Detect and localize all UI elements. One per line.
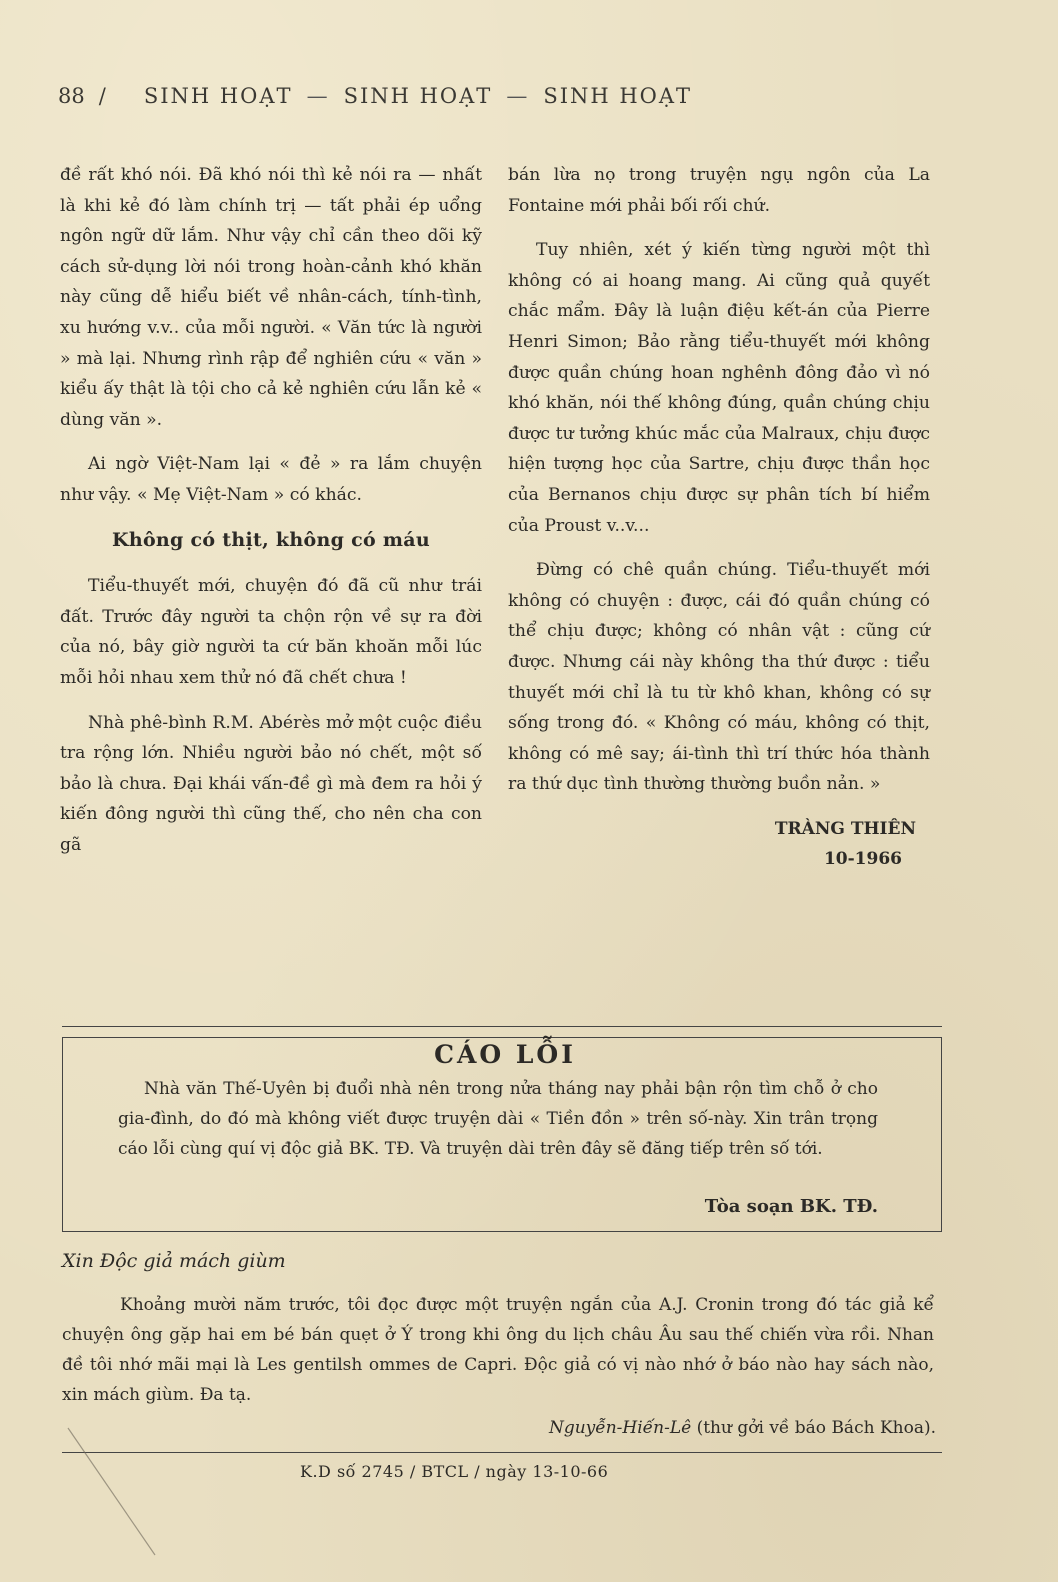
reader-notice-body [62,1290,934,1410]
reader-notice-signature [420,1418,936,1438]
author-name: TRÀNG THIÊN [774,818,916,839]
right-paragraph-3: Đừng có chê quần chúng. Tiểu-thuyết mới không có chuyện : được, cái đó quần chúng có thể chịu được; không có nhân vật : cũng cứ được. Nhưng cái này không tha thứ được : tiểu thuyết mới chỉ là tu từ khô khan, không có sự sống trong đó. « Không có máu, không có thịt, không có mê say; ái-tình thì trí thức hóa thành ra thứ dục tình thường thường buồn nản. » [508,560,930,795]
running-header [58,84,928,108]
left-paragraph-4: Nhà phê-bình R.M. Abérès mở một cuộc điều tra rộng lớn. Nhiều người bảo nó chết, một số bảo là chưa. Đại khái vấn-đề gì mà đem ra hỏi ý kiến đông người thì cũng thế, cho nên cha con gã [60,712,482,855]
running-title-3: SINH HOẠT [543,84,693,108]
divider-bottom [62,1452,942,1453]
right-column [508,160,930,874]
section-title: Không có thịt, không có máu [112,528,430,551]
reader-notice-title: Xin Độc giả mách giùm [62,1250,286,1272]
paper-scratch-mark [60,1420,170,1560]
header-slash: / [98,84,108,108]
page-number: 88 [58,84,85,108]
reader-notice-author: Nguyễn-Hiến-Lê [548,1418,692,1438]
reader-notice-text: Khoảng mười năm trước, tôi đọc được một truyện ngắn của A.J. Cronin trong đó tác giả kể chuyện ông gặp hai em bé bán quẹt ở Ý trong khi ông du lịch châu Âu sau thế chiến vừa rồi. Nhan đề tôi nhớ mãi mại là Les gentilsh ommes de Capri. Độc giả có vị nào nhớ ở báo nào hay sách nào, xin mách giùm. Đa tạ. [62,1295,934,1405]
right-paragraph-2: Tuy nhiên, xét ý kiến từng người một thì không có ai hoang mang. Ai cũng quả quyết chắc mẩm. Đây là luận điệu kết-án của Pierre Henri Simon; Bảo rằng tiểu-thuyết mới không được quần chúng hoan nghênh đông đảo vì nó khó khăn, nói thế không đúng, quần chúng chịu được tư tưởng khúc mắc của Malraux, chịu được hiện tượng học của Sartre, chịu được thần học của Bernanos chịu được sự phân tích bí hiểm của Proust v..v... [508,240,930,536]
article-date: 10-1966 [823,848,902,869]
running-title-2: SINH HOẠT [343,84,493,108]
left-column [60,160,482,874]
left-paragraph-2: Ai ngờ Việt-Nam lại « đẻ » ra lắm chuyện như vậy. « Mẹ Việt-Nam » có khác. [60,454,482,505]
notice-box-body [118,1074,878,1164]
left-paragraph-3: Tiểu-thuyết mới, chuyện đó đã cũ như trái đất. Trước đây người ta chộn rộn về sự ra đời của nó, bây giờ người ta cứ băn khoăn mỗi lúc mỗi hỏi nhau xem thử nó đã chết chưa ! [60,576,482,688]
reader-notice-note: (thư gởi về báo Bách Khoa). [696,1418,936,1438]
running-title-1: SINH HOẠT [143,84,293,108]
header-dash-1: — [306,84,330,108]
header-dash-2: — [506,84,530,108]
article-signature [508,814,930,874]
left-paragraph-1: đề rất khó nói. Đã khó nói thì kẻ nói ra — nhất là khi kẻ đó làm chính trị — tất phải ép uổng ngôn ngữ dữ lắm. Như vậy chỉ cần theo dõi kỹ cách sử-dụng lời nói trong hoàn-cảnh khó khăn này cũng dễ hiểu biết về nhân-cách, tính-tình, xu hướng v.v.. của mỗi người. « Văn tức là người » mà lại. Nhưng rình rập để nghiên cứu « văn » kiểu ấy thật là tội cho cả kẻ nghiên cứu lẫn kẻ « dùng văn ». [60,165,482,430]
divider-top [62,1026,942,1027]
notice-box-text: Nhà văn Thế-Uyên bị đuổi nhà nên trong nửa tháng nay phải bận rộn tìm chỗ ở cho gia-đình, do đó mà không viết được truyện dài « Tiền đồn » trên số-này. Xin trân trọng cáo lỗi cùng quí vị độc giả BK. TĐ. Và truyện dài trên đây sẽ đăng tiếp trên số tới. [118,1079,878,1159]
notice-box-signature: Tòa soạn BK. TĐ. [704,1196,878,1217]
right-paragraph-1: bán lừa nọ trong truyện ngụ ngôn của La Fontaine mới phải bối rối chứ. [508,165,930,216]
notice-box-title: CÁO LỖI [434,1040,576,1069]
footer-imprint: K.D số 2745 / BTCL / ngày 13-10-66 [300,1462,609,1481]
